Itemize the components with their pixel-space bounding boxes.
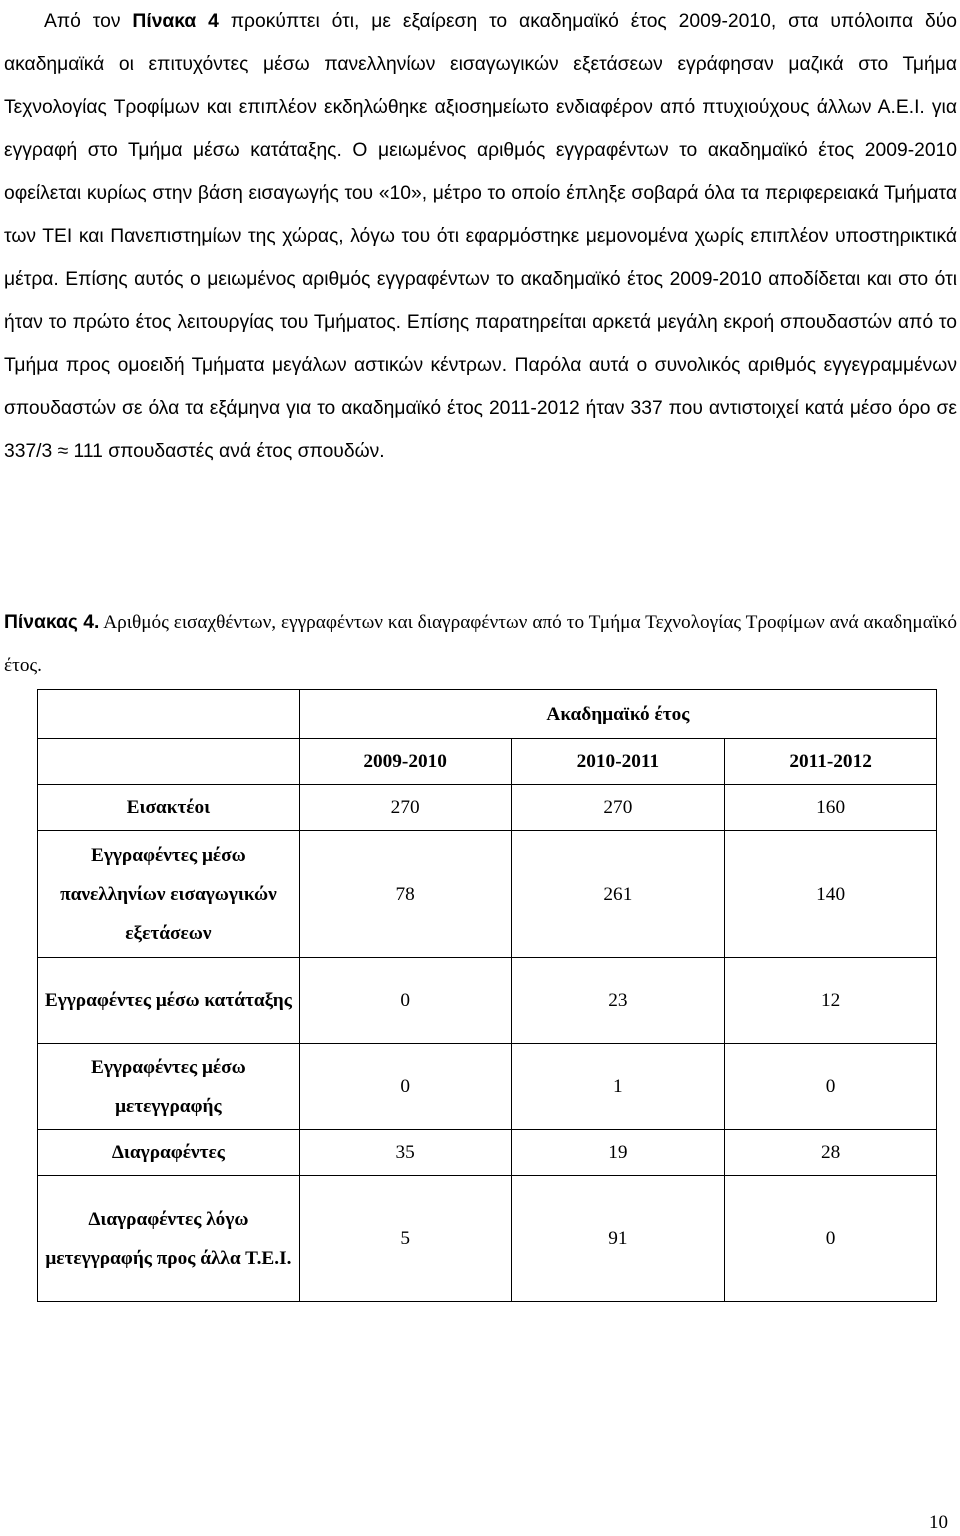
table-cell: 0 [299,958,511,1044]
table-cell: 12 [725,958,937,1044]
table-cell: 5 [299,1176,511,1302]
table-header-group-row [38,690,937,739]
table-cell: 0 [725,1044,937,1130]
table-cell: 261 [511,831,725,958]
para-text-d: Επίσης αυτός ο μειωμένος αριθμός εγγραφέντων το ακαδημαϊκό έτος 2009-2010 αποδίδεται και στο ότι ήταν το πρώτο έτος λειτουργίας του Τμήματος. [4,269,957,333]
table-corner-cell-lower [38,739,300,785]
enrollment-table [37,689,937,1302]
table-reference: Πίνακα 4 [132,11,219,32]
table-year-row [38,739,937,785]
table-row [38,958,937,1044]
table-row [38,1044,937,1130]
row-label: Εγγραφέντες μέσω κατάταξης [38,958,300,1044]
para-text-a: Από τον [44,11,133,32]
caption-label: Πίνακας 4. [4,612,100,633]
body-paragraph [4,0,957,473]
row-label: Εγγραφέντες μέσω μετεγγραφής [38,1044,300,1130]
table-cell: 23 [511,958,725,1044]
table-caption [4,601,957,687]
table-cell: 28 [725,1130,937,1176]
table-cell: 160 [725,785,937,831]
table-cell: 19 [511,1130,725,1176]
table-cell: 1 [511,1044,725,1130]
para-text-e: Επίσης παρατηρείται αρκετά μεγάλη εκροή σπουδαστών από το Τμήμα προς ομοειδή Τμήματα μεγάλων αστικών κέντρων. [4,312,957,376]
table-row [38,1176,937,1302]
table-corner-cell [38,690,300,739]
page-number: 10 [929,1512,948,1533]
table-cell: 140 [725,831,937,958]
row-label: Διαγραφέντες [38,1130,300,1176]
table-cell: 78 [299,831,511,958]
table-row [38,831,937,958]
row-label: Διαγραφέντες λόγω μετεγγραφής προς άλλα Τ.Ε.Ι. [38,1176,300,1302]
table-cell: 35 [299,1130,511,1176]
table-cell: 270 [511,785,725,831]
table-cell: 0 [725,1176,937,1302]
table-cell: 91 [511,1176,725,1302]
table-row [38,1130,937,1176]
row-label: Εγγραφέντες μέσω πανελληνίων εισαγωγικών εξετάσεων [38,831,300,958]
table-row [38,785,937,831]
para-text-c: Ο μειωμένος αριθμός εγγραφέντων το ακαδημαϊκό έτος 2009-2010 οφείλεται κυρίως στην βάση εισαγωγής του «10», μέτρο το οποίο έπληξε σοβαρά όλα τα περιφερειακά Τμήματα των ΤΕΙ και Πανεπιστημίων της χώρας, λόγω του ότι εφαρμόστηκε μεμονομένα χωρίς επιπλέον υποστηρικτικά μέτρα. [4,140,958,290]
table-cell: 0 [299,1044,511,1130]
table-cell: 270 [299,785,511,831]
year-header-1: 2009-2010 [299,739,511,785]
year-header-2: 2010-2011 [511,739,725,785]
para-text-b: προκύπτει ότι, με εξαίρεση το ακαδημαϊκό έτος 2009-2010, στα υπόλοιπα δύο ακαδημαϊκά οι επιτυχόντες μέσω πανελληνίων εισαγωγικών εξετάσεων εγράφησαν μαζικά στο Τμήμα Τεχνολογίας Τροφίμων και επιπλέον εκδηλώθηκε αξιοσημείωτο ενδιαφέρον από πτυχιούχους άλλων Α.Ε.Ι. για εγγραφή στο Τμήμα μέσω κατάταξης. [4,11,958,161]
academic-year-header: Ακαδημαϊκό έτος [299,690,936,739]
row-label: Εισακτέοι [38,785,300,831]
caption-text: Αριθμός εισαχθέντων, εγγραφέντων και διαγραφέντων από το Τμήμα Τεχνολογίας Τροφίμων ανά ακαδημαϊκό έτος. [4,612,957,676]
year-header-3: 2011-2012 [725,739,937,785]
para-text-f: Παρόλα αυτά ο συνολικός αριθμός εγγεγραμμένων σπουδαστών σε όλα τα εξάμηνα για το ακαδημαϊκό έτος 2011-2012 ήταν 337 που αντιστοιχεί κατά μέσο όρο σε 337/3 ≈ 111 σπουδαστές ανά έτος σπουδών. [4,355,957,462]
